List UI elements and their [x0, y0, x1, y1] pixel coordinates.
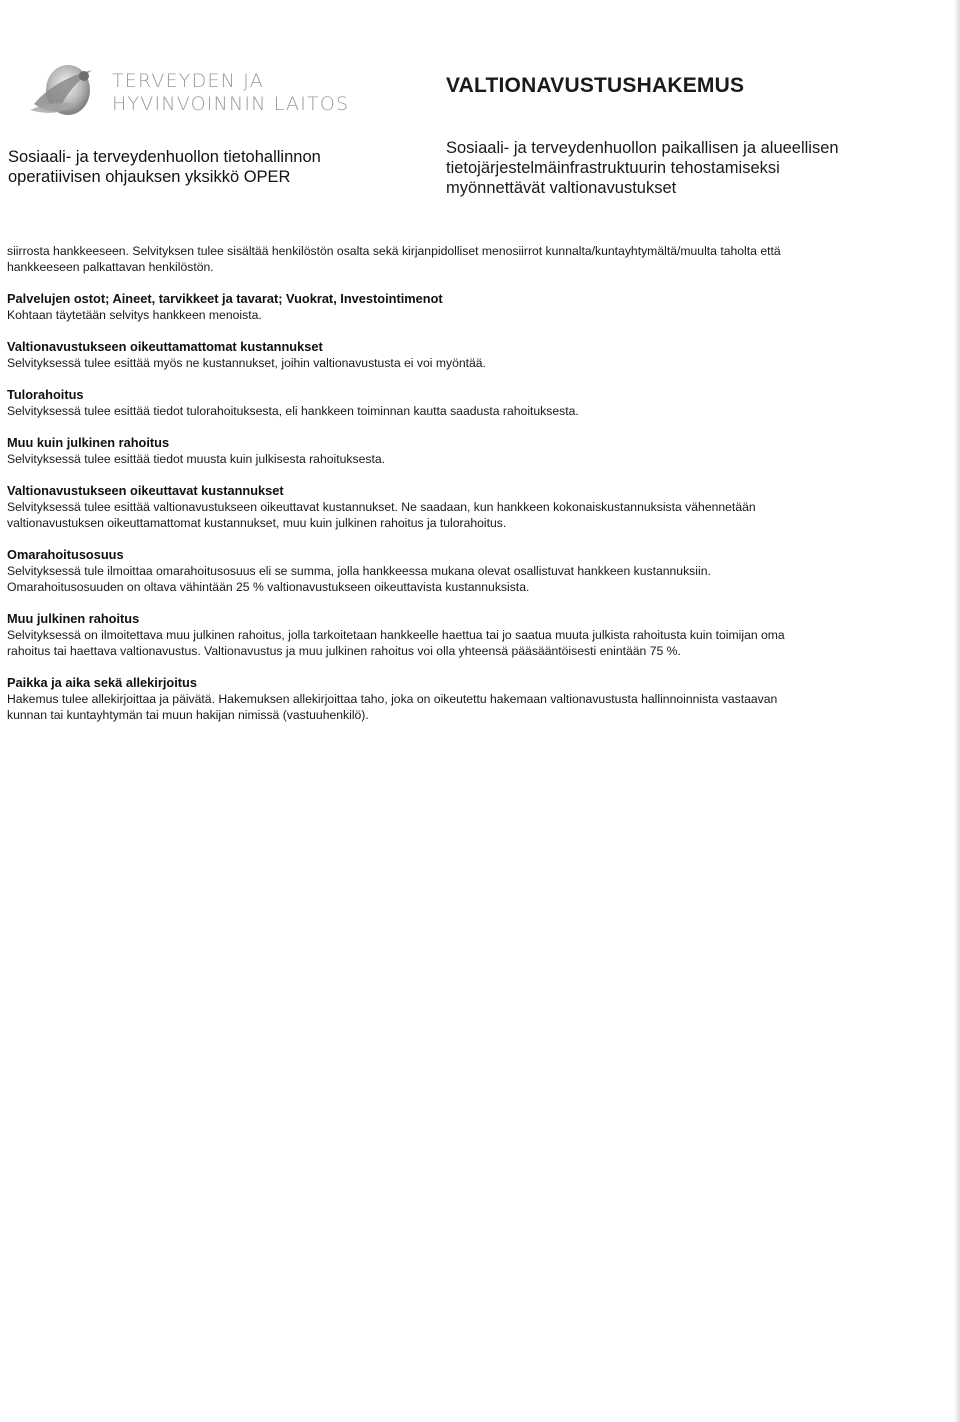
- section-eligible-costs: [7, 483, 887, 531]
- section-text-line: Selvityksessä tulee esittää valtionavustukseen oikeuttavat kustannukset. Ne saadaan, kun hankkeen kokonaiskustannuksista vähennetään: [7, 500, 756, 514]
- section-heading: Muu kuin julkinen rahoitus: [7, 435, 170, 450]
- document-subtitle: [446, 138, 906, 198]
- section-heading: Omarahoitusosuus: [7, 547, 124, 562]
- intro-paragraph: [7, 243, 887, 275]
- section-text-line: kunnan tai kuntayhtymän tai muun hakijan nimissä (vastuuhenkilö).: [7, 708, 369, 722]
- section-text: [7, 691, 887, 723]
- section-text: [7, 355, 887, 371]
- logo-wordmark: [112, 70, 349, 116]
- org-unit-name: [8, 147, 408, 187]
- section-text: [7, 307, 887, 323]
- section-own-financing: [7, 547, 887, 595]
- logo-line-1: TERVEYDEN JA: [112, 70, 264, 92]
- section-heading: Muu julkinen rahoitus: [7, 611, 140, 626]
- section-text: [7, 451, 887, 467]
- subtitle-line-1: Sosiaali- ja terveydenhuollon paikallisen ja alueellisen: [446, 139, 839, 157]
- subtitle-line-2: tietojärjestelmäinfrastruktuurin tehostamiseksi: [446, 159, 780, 177]
- section-text-line: rahoitus tai haettava valtionavustus. Valtionavustus ja muu julkinen rahoitus voi olla yhteensä pääsääntöisesti enintään 75 %.: [7, 644, 681, 658]
- section-non-public-financing: [7, 435, 887, 467]
- section-text-line: Selvityksessä tulee esittää tiedot tulorahoituksesta, eli hankkeen toiminnan kautta saadusta rahoituksesta.: [7, 404, 579, 418]
- section-text-line: Selvityksessä tulee esittää tiedot muusta kuin julkisesta rahoituksesta.: [7, 452, 386, 466]
- org-unit-line-1: Sosiaali- ja terveydenhuollon tietohallinnon: [8, 148, 321, 166]
- section-text: [7, 403, 887, 419]
- thl-logo: [28, 58, 358, 128]
- org-unit-line-2: operatiivisen ohjauksen yksikkö OPER: [8, 168, 291, 186]
- section-income-financing: [7, 387, 887, 419]
- section-text-line: valtionavustuksen oikeuttamattomat kustannukset, muu kuin julkinen rahoitus ja tulorahoitus.: [7, 516, 507, 530]
- intro-line-1: siirrosta hankkeeseen. Selvityksen tulee sisältää henkilöstön osalta sekä kirjanpidolliset menosiirrot kunnalta/kuntayhtymältä/muulta taholta että: [7, 244, 781, 258]
- section-heading: Paikka ja aika sekä allekirjoitus: [7, 675, 197, 690]
- section-text-line: Selvityksessä tule ilmoittaa omarahoitusosuus eli se summa, jolla hankkeessa mukana olevat osallistuvat hankkeen kustannuksiin.: [7, 564, 711, 578]
- section-signature: [7, 675, 887, 723]
- section-heading: Palvelujen ostot; Aineet, tarvikkeet ja tavarat; Vuokrat, Investointimenot: [7, 291, 443, 306]
- section-text: [7, 499, 887, 531]
- section-other-public-financing: [7, 611, 887, 659]
- section-text: [7, 563, 887, 595]
- section-costs: [7, 291, 887, 323]
- instructions-body: [7, 243, 887, 739]
- section-text: [7, 627, 887, 659]
- section-text-line: Selvityksessä on ilmoitettava muu julkinen rahoitus, jolla tarkoitetaan hankkeelle haettua tai jo saatua muuta julkista rahoitusta kuin toimijan oma: [7, 628, 785, 642]
- section-ineligible-costs: [7, 339, 887, 371]
- section-heading: Valtionavustukseen oikeuttamattomat kustannukset: [7, 339, 323, 354]
- section-heading: Valtionavustukseen oikeuttavat kustannukset: [7, 483, 284, 498]
- section-text-line: Omarahoitusosuuden on oltava vähintään 25 % valtionavustukseen oikeuttavista kustannuksista.: [7, 580, 530, 594]
- section-text-line: Kohtaan täytetään selvitys hankkeen menoista.: [7, 308, 262, 322]
- section-text-line: Selvityksessä tulee esittää myös ne kustannukset, joihin valtionavustusta ei voi myöntää.: [7, 356, 486, 370]
- logo-line-2: HYVINVOINNIN LAITOS: [112, 93, 350, 115]
- intro-line-2: hankkeeseen palkattavan henkilöstön.: [7, 260, 214, 274]
- thl-logo-icon: [28, 60, 98, 122]
- section-heading: Tulorahoitus: [7, 387, 84, 402]
- section-text-line: Hakemus tulee allekirjoittaa ja päivätä. Hakemuksen allekirjoittaa taho, joka on oikeutettu hakemaan valtionavustusta hallinnoinnista vastaavan: [7, 692, 778, 706]
- document-title: VALTIONAVUSTUSHAKEMUS: [446, 74, 745, 97]
- page-edge: [954, 0, 960, 1422]
- subtitle-line-3: myönnettävät valtionavustukset: [446, 179, 677, 197]
